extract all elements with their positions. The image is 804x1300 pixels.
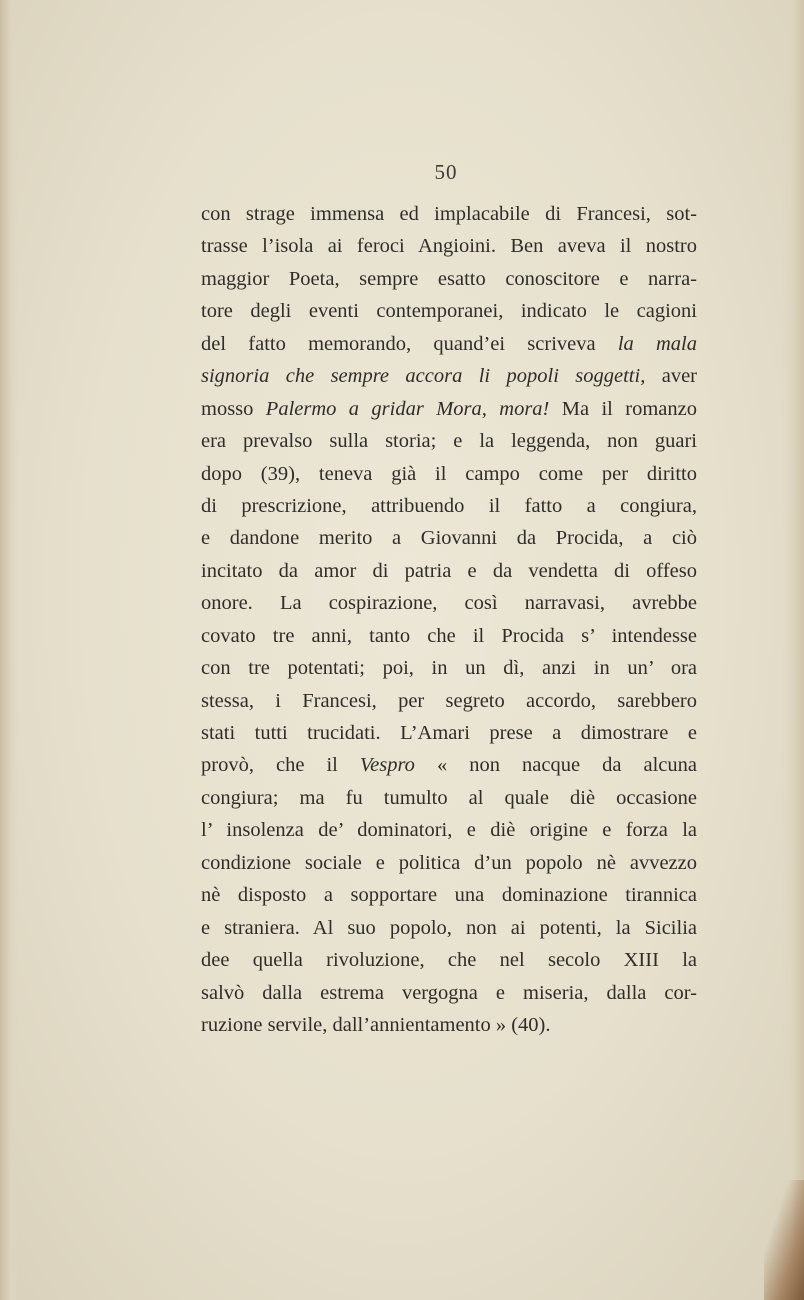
text-span: Ma il romanzo (549, 397, 697, 420)
text-span: tore degli eventi contemporanei, indicato le cagioni (201, 300, 697, 323)
page-corner-stain (764, 1180, 804, 1300)
text-span: la mala (617, 332, 698, 355)
text-line (201, 685, 697, 717)
text-span: di prescrizione, attribuendo il fatto a congiura, (201, 494, 697, 517)
text-span: dee quella rivoluzione, che nel secolo XIII la (201, 949, 697, 972)
text-line (201, 782, 697, 814)
text-line (201, 198, 697, 230)
text-span: aver (645, 365, 697, 388)
text-line (201, 977, 697, 1009)
text-line (201, 847, 697, 879)
text-line (201, 360, 697, 392)
text-line (201, 814, 697, 846)
text-span: era prevalso sulla storia; e la leggenda, non guari (201, 430, 697, 453)
text-span: con tre potentati; poi, in un dì, anzi in un’ ora (201, 657, 697, 680)
text-span: congiura; ma fu tumulto al quale diè occasione (201, 786, 697, 809)
text-span: signoria che sempre accora li popoli soggetti, (201, 365, 646, 388)
page-left-edge (0, 0, 18, 1300)
text-span: trasse l’isola ai feroci Angioini. Ben aveva il nostro (201, 235, 697, 258)
text-span: del fatto memorando, quand’ei scriveva (201, 332, 618, 355)
text-span: ruzione servile, dall’annientamento » (40). (201, 1013, 551, 1036)
text-line (201, 263, 697, 295)
text-span: l’ insolenza de’ dominatori, e diè origine e forza la (201, 819, 697, 842)
text-span: e straniera. Al suo popolo, non ai potenti, la Sicilia (201, 916, 697, 939)
page-number: 50 (434, 160, 458, 184)
text-line (201, 522, 697, 554)
text-span: nè disposto a sopportare una dominazione tirannica (201, 884, 697, 907)
text-span: provò, che il (201, 754, 360, 777)
text-line (201, 944, 697, 976)
text-line (201, 717, 697, 749)
text-span: mosso (201, 397, 266, 420)
text-span: dopo (39), teneva già il campo come per diritto (201, 462, 697, 485)
text-line (201, 879, 697, 911)
text-line (201, 230, 697, 262)
text-line (201, 425, 697, 457)
text-span: salvò dalla estrema vergogna e miseria, dalla cor- (201, 981, 697, 1004)
text-span: condizione sociale e politica d’un popolo nè avvezzo (201, 851, 697, 874)
text-line (201, 555, 697, 587)
body-text (201, 198, 697, 1041)
text-line (201, 328, 697, 360)
text-line (201, 1009, 697, 1041)
text-span: stessa, i Francesi, per segreto accordo, sarebbero (201, 689, 697, 712)
text-span: con strage immensa ed implacabile di Francesi, sot- (201, 203, 697, 225)
text-line (201, 912, 697, 944)
text-line (201, 458, 697, 490)
page-right-edge (782, 0, 804, 1300)
text-span: stati tutti trucidati. L’Amari prese a dimostrare e (201, 722, 697, 744)
text-line (201, 393, 697, 425)
text-span: incitato da amor di patria e da vendetta di offeso (201, 559, 697, 582)
text-line (201, 587, 697, 619)
text-span: Vespro (359, 754, 415, 777)
text-line (201, 620, 697, 652)
text-span: e dandone merito a Giovanni da Procida, a ciò (201, 527, 697, 550)
text-span: onore. La cospirazione, così narravasi, avrebbe (201, 592, 697, 615)
text-line (201, 490, 697, 522)
text-line (201, 749, 697, 781)
text-span: Palermo a gridar Mora, mora! (265, 397, 550, 420)
text-line (201, 295, 697, 327)
text-span: covato tre anni, tanto che il Procida s’ intendesse (201, 624, 697, 647)
text-span: « non nacque da alcuna (414, 754, 697, 777)
text-line (201, 652, 697, 684)
text-span: maggior Poeta, sempre esatto conoscitore e narra- (201, 267, 697, 290)
